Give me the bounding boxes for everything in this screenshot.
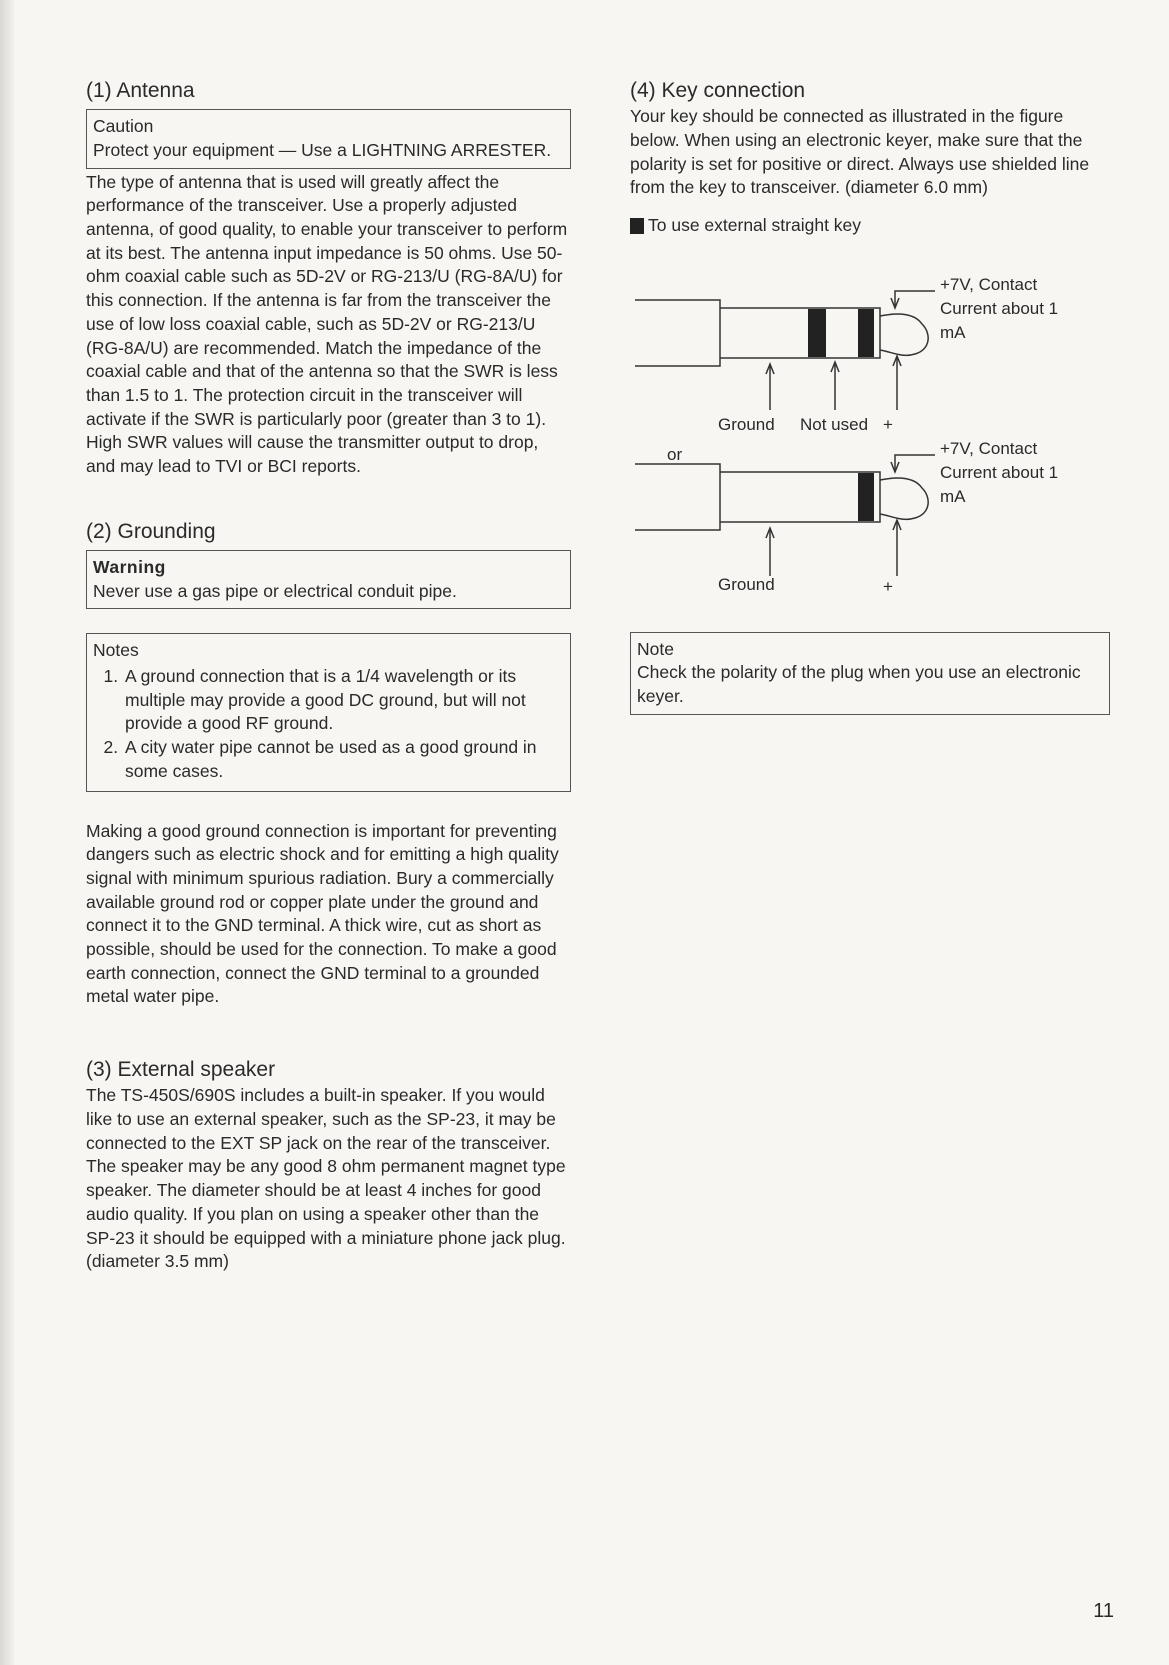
label-7v-bottom: +7V, Contact xyxy=(940,438,1038,458)
v7-leader-2 xyxy=(895,455,935,472)
v7-leader-1 xyxy=(895,291,935,306)
label-current-bottom: Current about 1 xyxy=(940,462,1059,482)
label-ma-top: mA xyxy=(940,322,966,342)
key-plug-diagram xyxy=(630,246,1110,626)
label-7v-top: +7V, Contact xyxy=(940,274,1038,294)
square-bullet-icon xyxy=(630,218,644,234)
stereo-plug-sleeve-outline xyxy=(635,300,720,366)
label-or: or xyxy=(667,444,683,464)
speaker-section xyxy=(86,1057,571,1274)
key-note-box xyxy=(630,632,1110,715)
page-edge xyxy=(0,0,14,1665)
caution-title: Caution xyxy=(93,116,154,137)
warning-box xyxy=(86,550,571,609)
label-ma-bottom: mA xyxy=(940,486,966,506)
mono-ring xyxy=(858,473,874,521)
right-column xyxy=(630,78,1110,715)
grounding-section xyxy=(86,519,571,1009)
notes-title: Notes xyxy=(93,640,139,661)
note-item-1: 1. A ground connection that is a 1/4 wavelength or its multiple may provide a good DC ground, but will not provide a good RF ground. xyxy=(123,665,564,736)
label-ground-top: Ground xyxy=(718,414,775,434)
label-not-used: Not used xyxy=(800,414,869,434)
mono-plug-sleeve-outline xyxy=(635,464,720,530)
notes-list xyxy=(93,665,564,784)
stereo-plug-tip xyxy=(880,314,928,355)
key-body: Your key should be connected as illustrated in the figure below. When using an electronic keyer, make sure that the polarity is set for positive or direct. Always use shielded line from the key to transceiver. (diameter 6.0 mm) xyxy=(630,106,1090,198)
grounding-heading: (2) Grounding xyxy=(86,519,216,543)
left-column xyxy=(86,78,571,1274)
speaker-heading: (3) External speaker xyxy=(86,1058,276,1082)
notes-box xyxy=(86,633,571,791)
straight-key-label: To use external straight key xyxy=(648,215,862,235)
caution-text: Protect your equipment — Use a LIGHTNING ARRESTER. xyxy=(93,139,552,160)
warning-text: Never use a gas pipe or electrical conduit pipe. xyxy=(93,580,457,601)
mono-plug-tip xyxy=(880,478,928,519)
plug-diagram-svg xyxy=(630,246,1110,626)
label-ground-bottom: Ground xyxy=(718,574,775,594)
mono-plug-shaft xyxy=(720,472,880,522)
speaker-body: The TS-450S/690S includes a built-in speaker. If you would like to use an external speaker, such as the SP-23, it may be connected to the EXT SP jack on the rear of the transceiver. The speaker may be any good 8 ohm permanent magnet type speaker. The diameter should be at least 4 inches for good audio quality. If you plan on using a speaker other than the SP-23 it should be equipped with a miniature phone jack plug. (diameter 3.5 mm) xyxy=(86,1085,566,1272)
key-section xyxy=(630,78,1110,715)
key-note-text: Check the polarity of the plug when you use an electronic keyer. xyxy=(637,662,1081,707)
key-note-title: Note xyxy=(637,638,674,659)
key-heading: (4) Key connection xyxy=(630,79,806,102)
stereo-plug-shaft xyxy=(720,308,880,358)
stereo-ring-2 xyxy=(858,309,874,357)
label-plus-top: + xyxy=(883,414,893,434)
grounding-body: Making a good ground connection is important for preventing dangers such as electric shock and for emitting a high quality signal with minimum spurious radiation. Bury a commercially available ground rod or copper plate under the ground and connect it to the GND terminal. A thick wire, cut as short as possible, should be used for the connection. To make a good earth connection, connect the GND terminal to a grounded metal water pipe. xyxy=(86,820,559,1007)
label-current-top: Current about 1 xyxy=(940,298,1059,318)
warning-title: Warning xyxy=(93,556,166,577)
stereo-ring-1 xyxy=(808,309,826,357)
straight-key-subheading xyxy=(630,214,1110,238)
page-number: 11 xyxy=(1093,1600,1114,1622)
caution-box xyxy=(86,109,571,168)
antenna-heading: (1) Antenna xyxy=(86,79,195,102)
note-item-2: 2. A city water pipe cannot be used as a good ground in some cases. xyxy=(123,736,564,783)
label-plus-bottom: + xyxy=(883,576,893,596)
antenna-body: The type of antenna that is used will greatly affect the performance of the transceiver. Use a properly adjusted antenna, of good quality, to enable your transceiver to perform at its best. The antenna input impedance is 50 ohms. Use 50-ohm coaxial cable such as 5D-2V or RG-213/U (RG-8A/U) for this connection. If the antenna is far from the transceiver the use of low loss coaxial cable, such as 5D-2V or RG-213/U (RG-8A/U) are recommended. Match the impedance of the coaxial cable and that of the antenna so that the SWR is less than 1.5 to 1. The protection circuit in the transceiver will activate if the SWR is particularly poor (greater than 3 to 1). High SWR values will cause the transmitter output to drop, and may lead to TVI or BCI reports. xyxy=(86,171,568,477)
antenna-section xyxy=(86,78,571,479)
